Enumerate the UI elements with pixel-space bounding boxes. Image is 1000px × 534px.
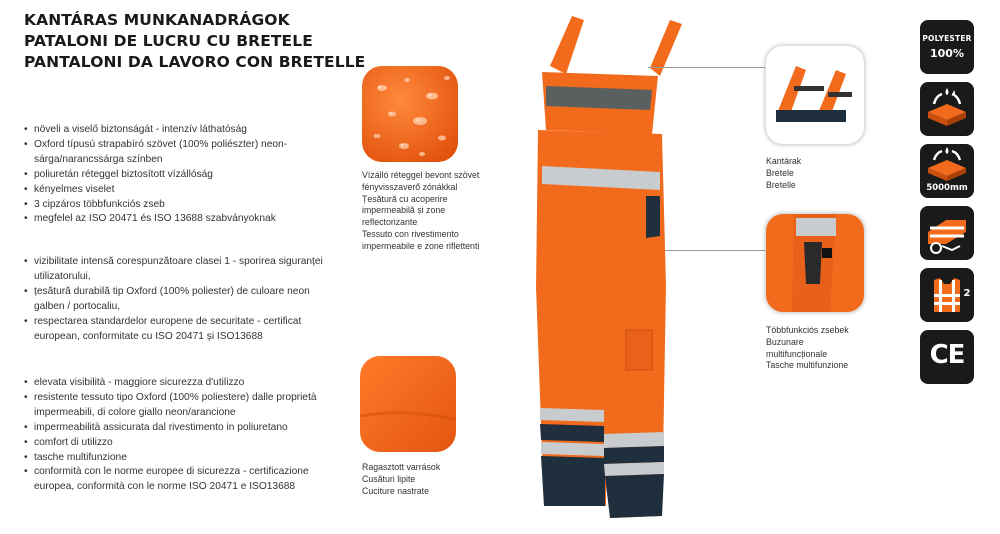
- feature-hu-item: • 3 cipzáros többfunkciós zseb: [24, 198, 329, 213]
- title-it: PANTALONI DA LAVORO CON BRETELLE: [24, 53, 366, 71]
- waterproof-icon: [920, 82, 974, 136]
- title-ro: PATALONI DE LUCRU CU BRETELE: [24, 32, 313, 50]
- feature-hu-item: • kényelmes viselet: [24, 183, 329, 198]
- straps-caption: Kantárak Bretele Bretelle: [766, 156, 802, 190]
- straps-detail-image: [765, 45, 865, 145]
- feature-ro-item: • țesătură durabilă tip Oxford (100% poliester) de culoare neon galben / portocaliu,: [24, 285, 329, 315]
- pockets-leader-line: [665, 250, 770, 251]
- polyester-100-icon: POLYESTER 100%: [920, 20, 974, 74]
- feature-it-item: • elevata visibilità - maggiore sicurezza d'utilizzo: [24, 376, 329, 391]
- pockets-detail-image: [765, 213, 865, 313]
- fabric-caption: Vízálló réteggel bevont szövet fényvisszaverő zónákkal Țesătură cu acoperire impermeabilă și zone reflectorizante Tessuto con rivestimento impermeabile e zone riflettenti: [362, 170, 480, 251]
- feature-hu-item: • növeli a viselő biztonságát - intenzív láthatóság: [24, 123, 329, 138]
- feature-ro-item: • respectarea standardelor europene de securitate - certificat european, conformitate cu ISO 20471 și ISO13688: [24, 315, 329, 345]
- title-hu: KANTÁRAS MUNKANADRÁGOK: [24, 11, 290, 29]
- feature-it-item: • impermeabilità assicurata dal rivestimento in poliuretano: [24, 421, 329, 436]
- features-it-list: [24, 376, 329, 495]
- straps-leader-line: [648, 67, 768, 68]
- ce-mark-icon: CE: [920, 330, 974, 384]
- overalls-product-image: [500, 6, 715, 530]
- features-hu-list: [24, 123, 329, 227]
- fabric-swatch-image: [362, 66, 458, 162]
- feature-it-item: • comfort di utilizzo: [24, 436, 329, 451]
- feature-hu-item: • Oxford típusú strapabíró szövet (100% poliészter) neon-sárga/narancssárga színben: [24, 138, 329, 168]
- reflective-stripes-icon: [920, 206, 974, 260]
- feature-it-item: • resistente tessuto tipo Oxford (100% poliestere) dalle proprietà impermeabili, di colore giallo neon/arancione: [24, 391, 329, 421]
- seams-swatch-image: [360, 356, 456, 452]
- features-ro-list: [24, 255, 329, 344]
- hi-vis-class-icon: 2: [920, 268, 974, 322]
- water-column-icon: 5000mm: [920, 144, 974, 198]
- seams-caption: Ragasztott varrások Cusături lipite Cuciture nastrate: [362, 462, 441, 496]
- feature-it-item: • conformità con le norme europee di sicurezza - certificazione europea, conformità con le norme ISO 20471 e ISO13688: [24, 465, 329, 495]
- feature-it-item: • tasche multifunzione: [24, 451, 329, 466]
- feature-hu-item: • megfelel az ISO 20471 és ISO 13688 szabványoknak: [24, 212, 329, 227]
- title-block: [24, 10, 365, 73]
- feature-ro-item: • vizibilitate intensă corespunzătoare clasei 1 - sporirea siguranței utilizatorului,: [24, 255, 329, 285]
- feature-hu-item: • poliuretán réteggel biztosított vízállóság: [24, 168, 329, 183]
- pockets-caption: Többfunkciós zsebek Buzunare multifuncționale Tasche multifunzione: [766, 325, 849, 371]
